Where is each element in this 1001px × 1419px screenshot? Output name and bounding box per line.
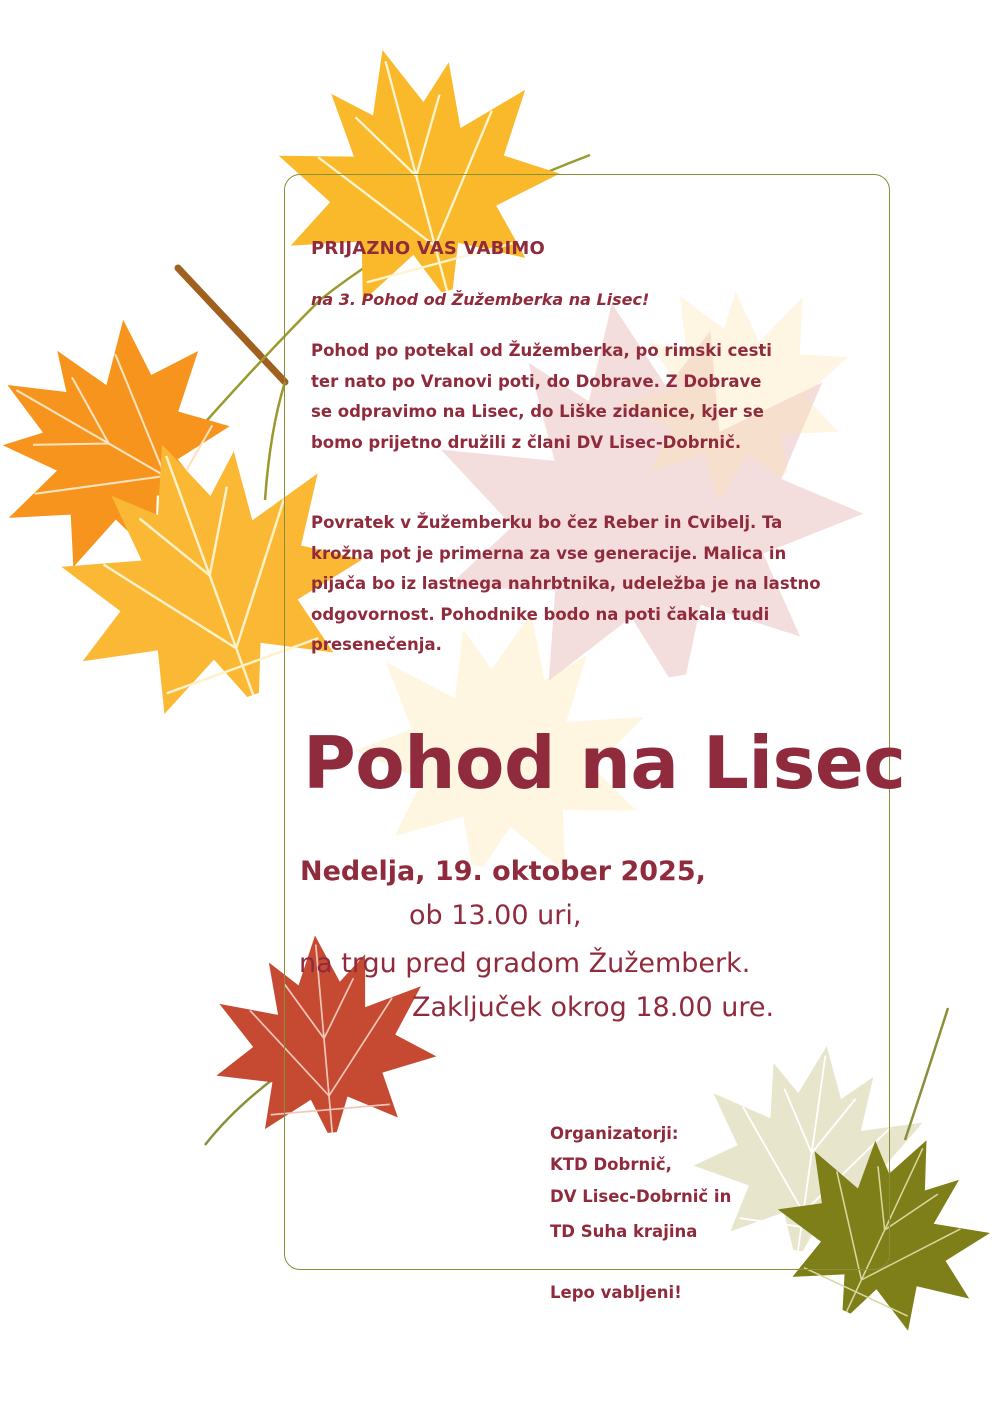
event-place: na trgu pred gradom Žužemberk. [299,948,751,979]
invitation-subheading: na 3. Pohod od Žužemberka na Lisec! [311,290,650,309]
invitation-paragraph-1: Pohod po potekal od Žužemberka, po rimski cesti ter nato po Vranovi poti, do Dobrave. Z Dobrave se odpravimo na Lisec, do Liške zidanice, kjer se bomo prijetno družili z člani DV Lisec-Dobrnič. [311,341,772,452]
organizers-label: Organizatorji: [550,1124,679,1143]
invitation-paragraph-2: Povratek v Žužemberku bo čez Reber in Cvibelj. Ta krožna pot je primerna za vse generacije. Malica in pijača bo iz lastnega nahrbtnika, udeležba je na lastno odgovornost. Pohodnike bodo na poti čakala tudi presenečenja. [311,513,821,654]
closing-greeting: Lepo vabljeni! [550,1283,682,1302]
event-end-time: Zaključek okrog 18.00 ure. [412,992,775,1023]
event-title: Pohod na Lisec [303,721,906,805]
organizer-1: KTD Dobrnič, [550,1155,672,1174]
organizer-3: TD Suha krajina [550,1222,698,1241]
event-date: Nedelja, 19. oktober 2025, [300,856,706,887]
organizer-2: DV Lisec-Dobrnič in [550,1187,732,1206]
invitation-heading: PRIJAZNO VAS VABIMO [311,238,546,259]
event-time: ob 13.00 uri, [409,900,582,931]
branch-stem-icon [178,268,285,382]
